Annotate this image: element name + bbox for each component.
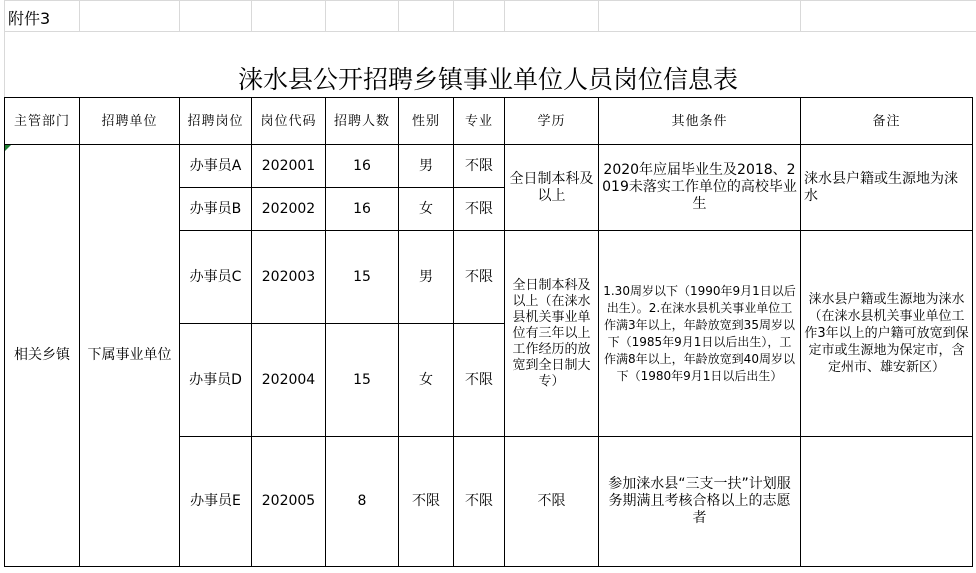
major-cell: 不限 — [454, 231, 505, 324]
remarks-cell — [801, 437, 973, 567]
header-education: 学历 — [505, 98, 599, 145]
header-code: 岗位代码 — [252, 98, 326, 145]
table-row — [5, 145, 973, 188]
major-cell: 不限 — [454, 145, 505, 188]
gridline — [800, 0, 801, 31]
conditions-cell: 参加涞水县“三支一扶”计划服务期满且考核合格以上的志愿者 — [599, 437, 801, 567]
count-cell: 15 — [326, 231, 399, 324]
major-cell: 不限 — [454, 437, 505, 567]
job-info-table — [4, 97, 973, 567]
gridline — [325, 0, 326, 31]
code-cell: 202005 — [252, 437, 326, 567]
gridline — [453, 0, 454, 31]
header-major: 专业 — [454, 98, 505, 145]
code-cell: 202004 — [252, 324, 326, 437]
gender-cell: 男 — [399, 145, 454, 188]
page-title: 涞水县公开招聘乡镇事业单位人员岗位信息表 — [237, 65, 738, 94]
header-remarks: 备注 — [801, 98, 973, 145]
post-cell: 办事员A — [180, 145, 252, 188]
code-cell: 202001 — [252, 145, 326, 188]
gender-cell: 不限 — [399, 437, 454, 567]
conditions-cell: 1.30周岁以下（1990年9月1日以后出生）。2.在涞水县机关事业单位工作满3年以上，年龄放宽到35周岁以下（1985年9月1日以后出生），工作满8年以上，年龄放宽到40周岁以下（1980年9月1日以后出生） — [599, 231, 801, 437]
department-cell: 相关乡镇 — [5, 145, 80, 567]
attachment-label: 附件3 — [8, 9, 51, 28]
post-cell: 办事员C — [180, 231, 252, 324]
header-department: 主管部门 — [5, 98, 80, 145]
gridline — [504, 0, 505, 31]
major-cell: 不限 — [454, 324, 505, 437]
education-cell: 全日制本科及以上 — [505, 145, 599, 231]
major-cell: 不限 — [454, 188, 505, 231]
post-cell: 办事员D — [180, 324, 252, 437]
gridline — [179, 0, 180, 31]
gridline — [4, 0, 976, 1]
post-cell: 办事员B — [180, 188, 252, 231]
header-conditions: 其他条件 — [599, 98, 801, 145]
header-count: 招聘人数 — [326, 98, 399, 145]
conditions-cell: 2020年应届毕业生及2018、2019未落实工作单位的高校毕业生 — [599, 145, 801, 231]
gender-cell: 男 — [399, 231, 454, 324]
count-cell: 16 — [326, 188, 399, 231]
cell-comment-marker — [5, 145, 11, 151]
count-cell: 16 — [326, 145, 399, 188]
gridline — [398, 0, 399, 31]
gridline — [4, 31, 976, 32]
post-cell: 办事员E — [180, 437, 252, 567]
remarks-cell: 涞水县户籍或生源地为涞水（在涞水县机关事业单位工作3年以上的户籍可放宽到保定市或生源地为保定市，含定州市、雄安新区） — [801, 231, 973, 437]
gridline — [79, 0, 80, 31]
count-cell: 15 — [326, 324, 399, 437]
education-cell: 全日制本科及以上（在涞水县机关事业单位有三年以上工作经历的放宽到全日制大专） — [505, 231, 599, 437]
header-post: 招聘岗位 — [180, 98, 252, 145]
code-cell: 202002 — [252, 188, 326, 231]
gridline — [251, 0, 252, 31]
education-cell: 不限 — [505, 437, 599, 567]
gender-cell: 女 — [399, 188, 454, 231]
code-cell: 202003 — [252, 231, 326, 324]
header-gender: 性别 — [399, 98, 454, 145]
remarks-cell: 涞水县户籍或生源地为涞水 — [801, 145, 973, 231]
count-cell: 8 — [326, 437, 399, 567]
header-unit: 招聘单位 — [80, 98, 180, 145]
gridline — [598, 0, 599, 31]
unit-cell: 下属事业单位 — [80, 145, 180, 567]
gender-cell: 女 — [399, 324, 454, 437]
